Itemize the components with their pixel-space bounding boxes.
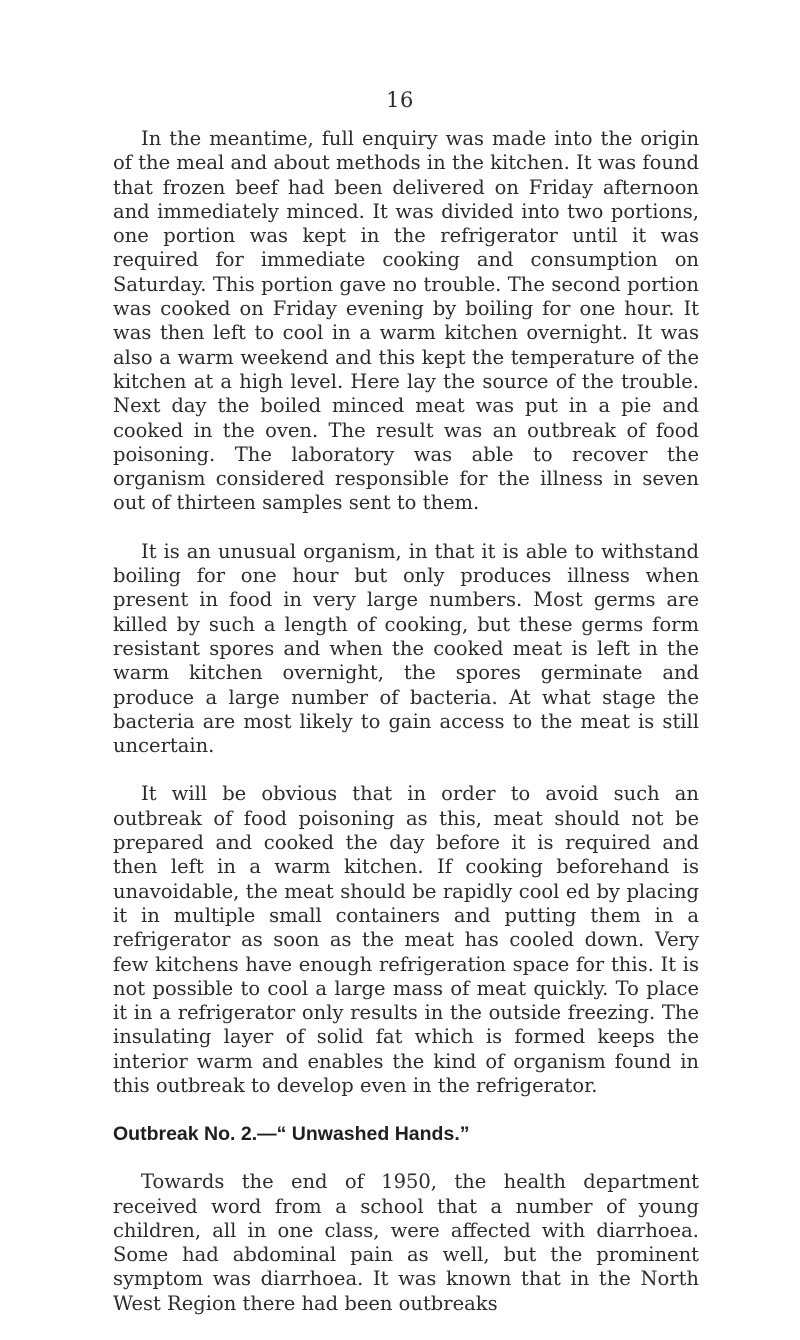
section-heading: Outbreak No. 2.—“ Unwashed Hands.” [113, 1123, 470, 1146]
paragraph-avoid-outbreak: It will be obvious that in order to avoid such an outbreak of food poisoning as this, meat should not be prepared and cooked the day before it is required and then left in a warm kitchen. If cooking beforehand is unavoidable, the meat should be rapidly cool ed by placing it in multiple small containers and putting them in a refrigerator as soon as the meat has cooled down. Very few kitchens have enough refrigeration space for this. It is not possible to cool a large mass of meat quickly. To place it in a refrigerator only results in the outside freezing. The insulating layer of solid fat which is formed keeps the interior warm and enables the kind of organism found in this outbreak to develop even in the refrigerator. [113, 782, 699, 1097]
paragraph-outbreak-two: Towards the end of 1950, the health department received word from a school that a number of young children, all in one class, were affected with diarrhoea. Some had abdominal pain as well, but the prominent symptom was diarrhoea. It was known that in the North West Region there had been outbreaks [113, 1170, 699, 1315]
document-body [113, 127, 699, 1340]
page-number: 16 [386, 88, 414, 112]
paragraph-unusual-organism: It is an unusual organism, in that it is able to withstand boiling for one hour but only produces illness when present in food in very large numbers. Most germs are killed by such a length of cooking, but these germs form resistant spores and when the cooked meat is left in the warm kitchen overnight, the spores germinate and produce a large number of bacteria. At what stage the bacteria are most likely to gain access to the meat is still uncertain. [113, 539, 699, 758]
paragraph-origin-of-meal: In the meantime, full enquiry was made into the origin of the meal and about methods in the kitchen. It was found that frozen beef had been delivered on Friday afternoon and immediately minced. It was divided into two portions, one portion was kept in the refrigerator until it was required for immediate cooking and consumption on Saturday. This portion gave no trouble. The second portion was cooked on Friday evening by boiling for one hour. It was then left to cool in a warm kitchen overnight. It was also a warm weekend and this kept the temperature of the kitchen at a high level. Here lay the source of the trouble. Next day the boiled minced meat was put in a pie and cooked in the oven. The result was an outbreak of food poisoning. The laboratory was able to recover the organism considered responsible for the illness in seven out of thirteen samples sent to them. [113, 127, 699, 515]
